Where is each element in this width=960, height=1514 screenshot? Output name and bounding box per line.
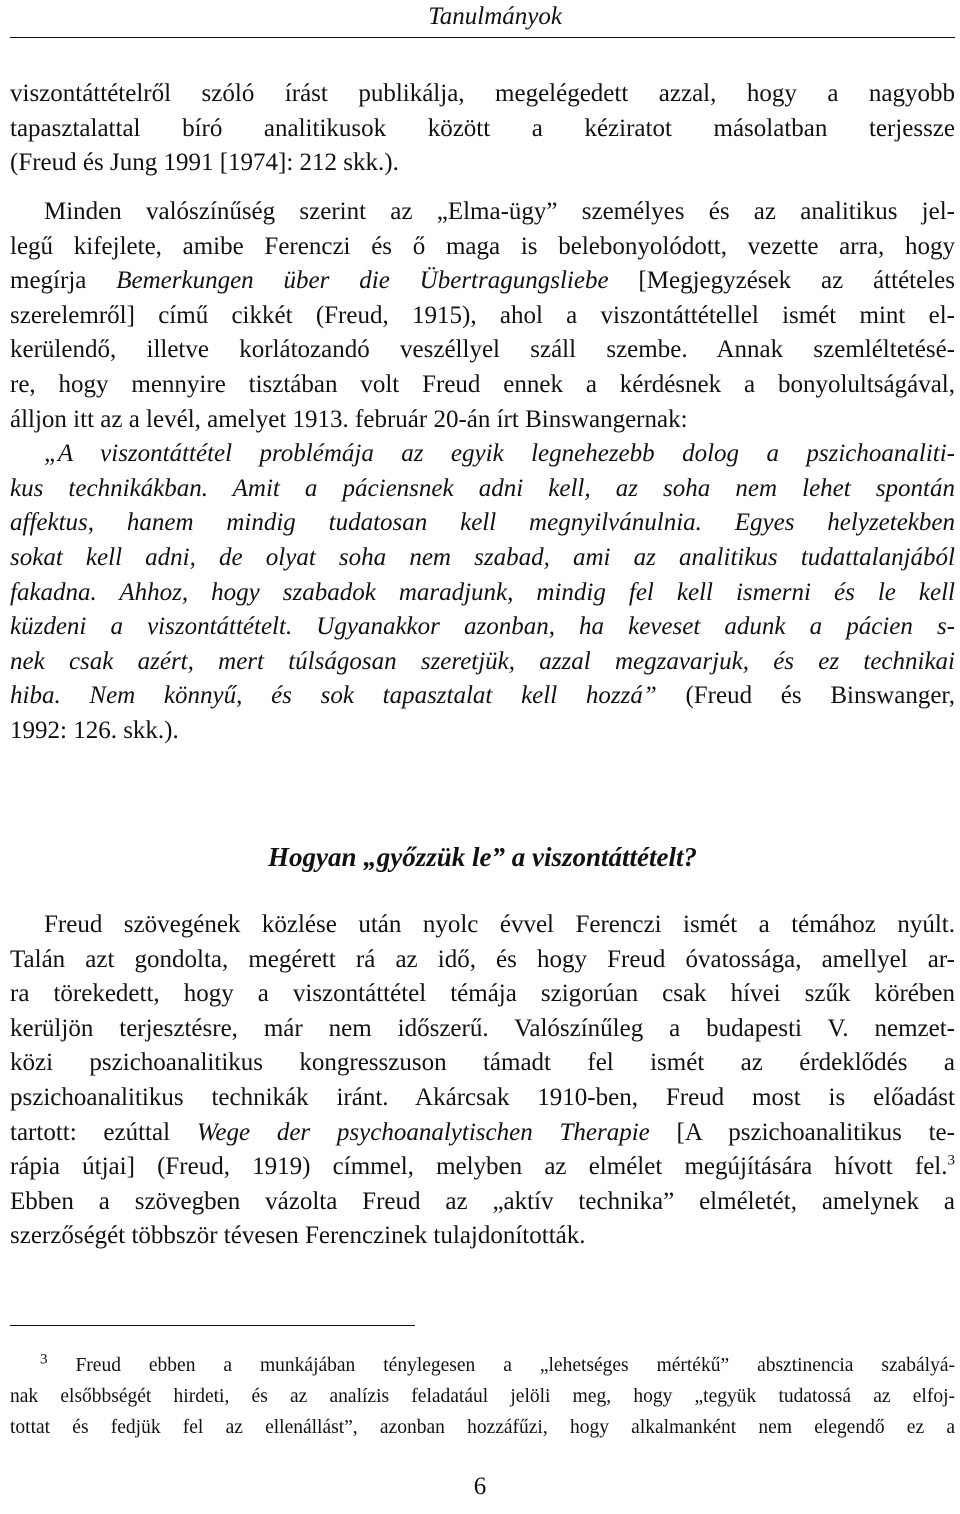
quote-line: affektus, hanem mindig tudatosan kell megnyilvánulnia. Egyes helyzetekben bbox=[10, 509, 955, 537]
text-line: kerülendő, illetve korlátozandó veszéllyel száll szembe. Annak szemléltetésé- bbox=[10, 336, 955, 364]
paragraph-elma bbox=[10, 195, 955, 749]
running-title: Tanulmányok bbox=[428, 3, 562, 30]
page-header bbox=[0, 0, 960, 40]
footnote-line: nak elsőbbségét hirdeti, és az analízis feladatául jelöli meg, hogy „tegyük tudatossá az elfoj- bbox=[10, 1386, 955, 1408]
section-heading: Hogyan „győzzük le” a viszontáttételt? bbox=[268, 842, 697, 872]
text-span: [A pszichoanalitikus te- bbox=[649, 1118, 955, 1146]
text-line bbox=[10, 264, 955, 299]
text-line: viszontáttételről szóló írást publikálja, megelégedett azzal, hogy a nagyobb bbox=[10, 80, 955, 107]
page-number: 6 bbox=[473, 1473, 487, 1500]
footnote bbox=[10, 1350, 955, 1444]
quote-line: fakadna. Ahhoz, hogy szabadok maradjunk, mindig fel kell ismerni és le kell bbox=[10, 578, 955, 606]
footnote-number: 3 bbox=[40, 1351, 48, 1368]
paragraph-continued bbox=[10, 77, 955, 181]
text-span: [Megjegyzések az áttételes bbox=[608, 267, 955, 295]
text-span: tartott: ezúttal bbox=[10, 1118, 197, 1146]
text-span: megírja bbox=[10, 267, 117, 295]
text-line: Ebben a szövegben vázolta Freud az „aktív technika” elméletét, amelynek a bbox=[10, 1187, 955, 1215]
citation-span: (Freud és Binswanger, bbox=[656, 682, 955, 710]
text-line: re, hogy mennyire tisztában volt Freud ennek a kérdésnek a bonyolultságával, bbox=[10, 370, 955, 398]
footnote-line: tottat és fedjük fel az ellenállást”, azonban hozzáfűzi, hogy alkalmanként nem elegendő ez a bbox=[10, 1417, 955, 1439]
quote-line: „A viszontáttétel problémája az egyik legnehezebb dolog a pszichoanaliti- bbox=[44, 440, 955, 468]
text-span: rápia útjai] (Freud, 1919) címmel, melyben az elmélet megújítására hívott fel. bbox=[10, 1153, 948, 1181]
text-line: Talán azt gondolta, megérett rá az idő, és hogy Freud óvatossága, amellyel ar- bbox=[10, 945, 955, 973]
text-line: pszichoanalitikus technikák iránt. Akárcsak 1910-ben, Freud most is előadást bbox=[10, 1083, 955, 1111]
text-line: 1992: 126. skk.). bbox=[10, 716, 179, 744]
quote-line: nek csak azért, mert túlságosan szeretjük, azzal megzavarjuk, és ez technikai bbox=[10, 647, 955, 675]
footnote-rule bbox=[10, 1325, 415, 1326]
footnote-line bbox=[10, 1350, 955, 1381]
work-title: Bemerkungen über die Übertragungsliebe bbox=[116, 267, 609, 295]
quote-span: hiba. Nem könnyű, és sok tapasztalat kell hozzá” bbox=[10, 682, 657, 710]
paragraph-ferenczi bbox=[10, 908, 955, 1254]
text-line: (Freud és Jung 1991 [1974]: 212 skk.). bbox=[10, 149, 399, 177]
quote-line: küzdeni a viszontáttételt. Ugyanakkor azonban, ha keveset adunk a pácien s- bbox=[10, 613, 955, 641]
quote-line: kus technikákban. Amit a páciensnek adni kell, az soha nem lehet spontán bbox=[10, 474, 955, 502]
quote-line: sokat kell adni, de olyat soha nem szabad, ami az analitikus tudattalanjából bbox=[10, 543, 955, 571]
text-line: legű kifejlete, amibe Ferenczi és ő maga is belebonyolódott, vezette arra, hogy bbox=[10, 232, 955, 260]
text-line bbox=[10, 1116, 955, 1151]
work-title: Wege der psychoanalytischen Therapie bbox=[196, 1118, 650, 1146]
text-line bbox=[10, 1150, 955, 1185]
text-line: szerelemről] című cikkét (Freud, 1915), ahol a viszontáttétellel ismét mint el- bbox=[10, 301, 955, 329]
text-line: Minden valószínűség szerint az „Elma-ügy” személyes és az analitikus jel- bbox=[44, 198, 955, 225]
text-line: szerzőségét többször tévesen Ferenczinek tulajdonították. bbox=[10, 1222, 586, 1250]
footnote-text: Freud ebben a munkájában ténylegesen a „lehetséges mértékű” absztinencia szabályá- bbox=[75, 1355, 955, 1376]
footnote-reference[interactable]: 3 bbox=[947, 1152, 955, 1169]
text-line: álljon itt az a levél, amelyet 1913. február 20-án írt Binswangernak: bbox=[10, 405, 688, 433]
text-line: kerüljön terjesztésre, már nem időszerű. Valószínűleg a budapesti V. nemzet- bbox=[10, 1014, 955, 1042]
quote-line bbox=[10, 679, 955, 714]
text-line: ra törekedett, hogy a viszontáttétel témája szigorúan csak hívei szűk körében bbox=[10, 980, 955, 1008]
text-line: tapasztalattal bíró analitikusok között a kéziratot másolatban terjessze bbox=[10, 114, 955, 142]
text-line: közi pszichoanalitikus kongresszuson támadt fel ismét az érdeklődés a bbox=[10, 1049, 955, 1077]
header-rule bbox=[10, 37, 955, 38]
text-line: Freud szövegének közlése után nyolc évvel Ferenczi ismét a témához nyúlt. bbox=[44, 911, 955, 938]
